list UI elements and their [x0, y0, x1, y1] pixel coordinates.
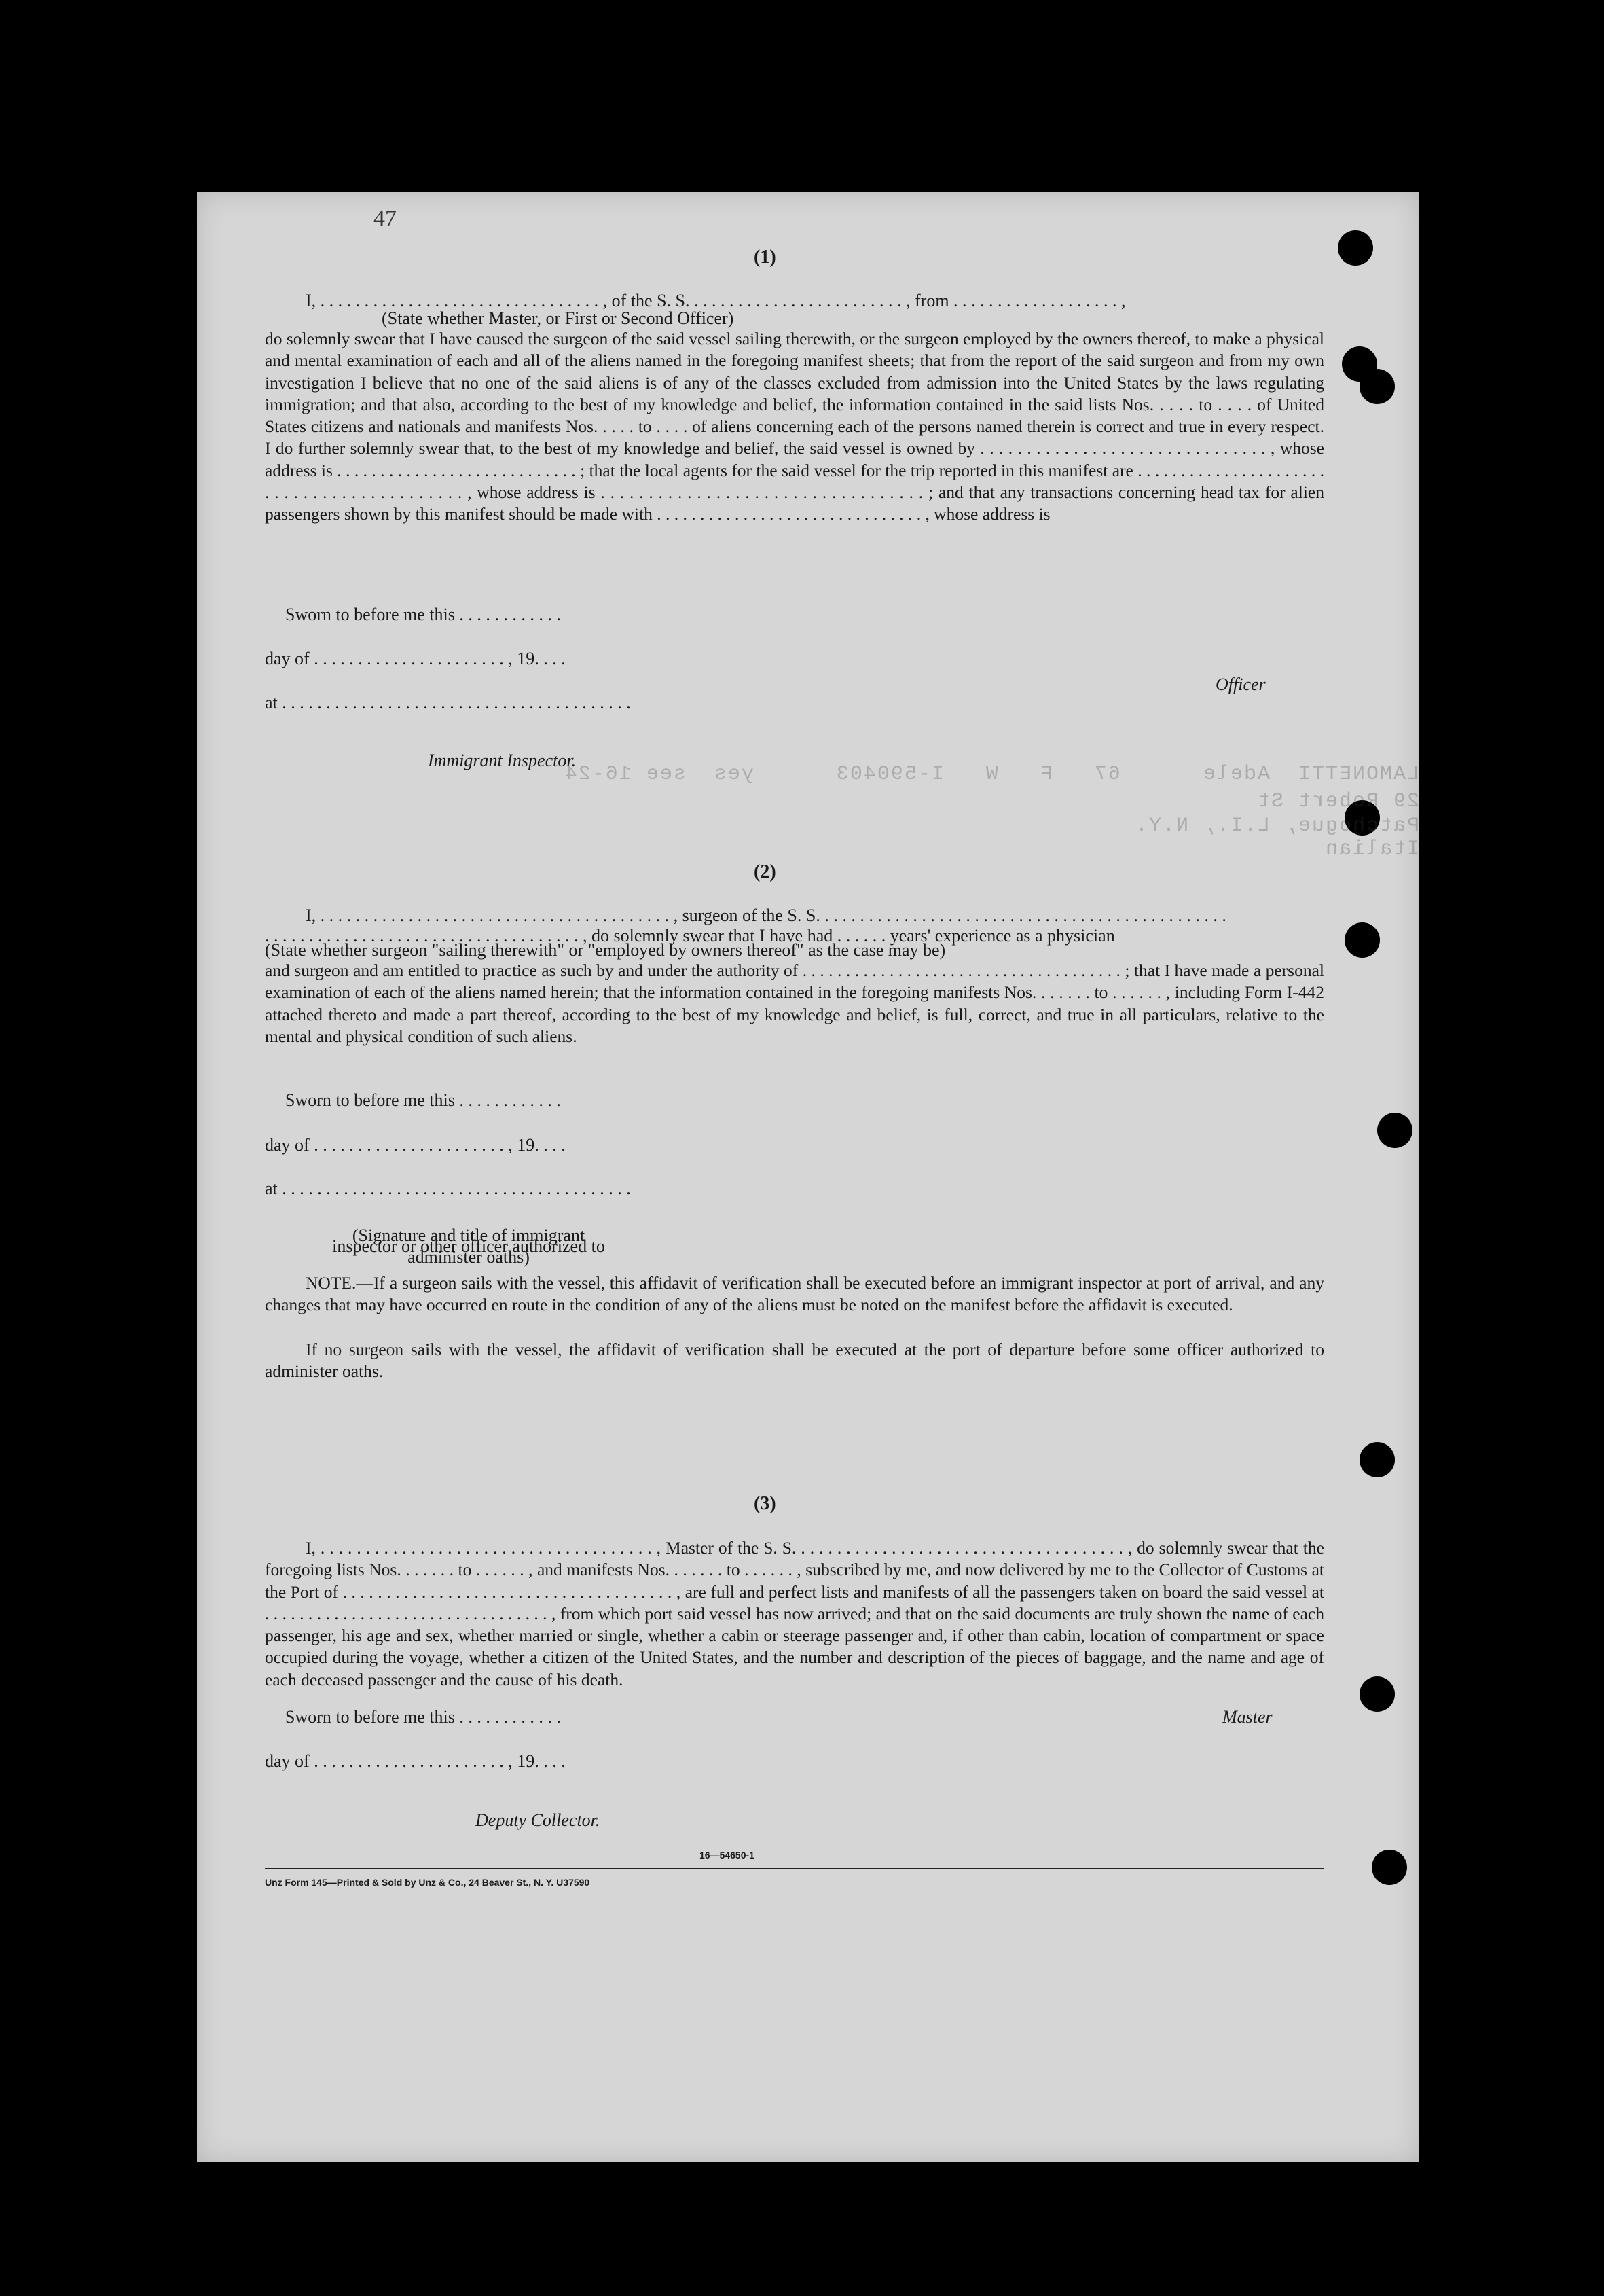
footer-rule — [265, 1868, 1324, 1869]
section-1-officer: Officer — [1216, 675, 1266, 694]
section-1-day: day of . . . . . . . . . . . . . . . . . . . . . . , 19. . . . — [265, 649, 566, 668]
section-3-collector: Deputy Collector. — [475, 1810, 600, 1830]
section-3-body: I, . . . . . . . . . . . . . . . . . . . . . . . . . . . . . . . . . . . . . , Master of the S. S. . . . . . . . . . . . . . . . . . . . . . . . . . . . . . . . . . . . . , do solemnly swear that the foregoing lists Nos. . . . . . . to . . . . . . , and manifests Nos. . . . . . . to . . . . . . , subscribed by me, and now delivered by me to the Collector of Customs at the Port of . . . . . . . . . . . . . . . . . . . . . . . . . . . . . . . . . . . . . . , are full and perfect lists and manifests of all the passengers taken on board the said vessel at . . . . . . . . . . . . . . . . . . . . . . . . . . . . . . . . . , from which port said vessel has now arrived; and that on the said documents are truly shown the name of each passenger, his age and sex, whether married or single, whether a cabin or steerage passenger and, if other than cabin, location of compartment or space occupied during the voyage, whether a citizen of the United States, and the number and description of the pieces of baggage, and the name and age of each deceased passenger and the cause of his death. — [265, 1538, 1324, 1689]
punch-hole — [1372, 1850, 1407, 1885]
section-2-line-2: . . . . . . . . . . . . . . . . . . . . . . . . . . . . . . . . . . . . , do solemnly swear that I have had . . . . . . years' experience as a physician — [265, 926, 1115, 946]
section-3-sworn: Sworn to before me this . . . . . . . . . . . . — [285, 1707, 561, 1727]
section-3-number: (3) — [754, 1493, 776, 1514]
bleed-through-line: Patchogue, L.I., N.Y. — [1133, 814, 1419, 838]
footer-imprint: Unz Form 145—Printed & Sold by Unz & Co., 24 Beaver St., N. Y. U37590 — [265, 1877, 590, 1888]
punch-hole — [1345, 922, 1380, 958]
section-2-day: day of . . . . . . . . . . . . . . . . . . . . . . , 19. . . . — [265, 1135, 566, 1155]
print-code: 16—54650-1 — [699, 1850, 754, 1861]
section-3-day: day of . . . . . . . . . . . . . . . . . . . . . . , 19. . . . — [265, 1751, 566, 1771]
section-1-intro-caption: (State whether Master, or First or Second Officer) — [382, 308, 734, 328]
section-2-body: and surgeon and am entitled to practice as such by and under the authority of . . . . . . . . . . . . . . . . . . . . . . . . . . . . . . . . . . . . . ; that I have made a personal examination of each of the aliens named herein; that the information contained in the foregoing manifests Nos. . . . . . . to . . . . . . , including Form I-442 attached thereto and made a part thereof, according to the best of my knowledge and belief, is full, correct, and true in all particulars, relative to the mental and physical condition of such aliens. — [265, 961, 1324, 1046]
section-1-inspector: Immigrant Inspector. — [428, 751, 577, 770]
punch-hole — [1338, 230, 1373, 266]
section-1-sworn: Sworn to before me this . . . . . . . . . . . . — [285, 605, 561, 624]
section-2-line-1: I, . . . . . . . . . . . . . . . . . . . . . . . . . . . . . . . . . . . . . . . . , surgeon of the S. S. . . . . . . . . . . . . . . . . . . . . . . . . . . . . . . . . . . . . . . . . . . . . . . — [306, 905, 1226, 925]
section-1-intro: I, . . . . . . . . . . . . . . . . . . . . . . . . . . . . . . . . , of the S. S. . . . . . . . . . . . . . . . . . . . . . . . . , from . . . . . . . . . . . . . . . . . . . , — [306, 291, 1126, 310]
section-1-at: at . . . . . . . . . . . . . . . . . . . . . . . . . . . . . . . . . . . . . . . . — [265, 693, 631, 713]
bleed-through-line: LAMONETTI Adele 67 F W I-590403 yes see 16-24 — [563, 763, 1419, 786]
section-1-number: (1) — [754, 247, 776, 268]
section-2-note-2: If no surgeon sails with the vessel, the affidavit of verification shall be executed at the port of departure before some officer authorized to administer oaths. — [265, 1340, 1324, 1382]
section-2-sworn: Sworn to before me this . . . . . . . . . . . . — [285, 1090, 561, 1110]
punch-hole — [1360, 1442, 1395, 1477]
section-3-master: Master — [1222, 1707, 1273, 1727]
section-2-note: NOTE.—If a surgeon sails with the vessel, this affidavit of verification shall be executed before an immigrant inspector at port of arrival, and any changes that may have occurred en route in the condition of any of the aliens must be noted on the manifest before the affidavit is executed. — [265, 1273, 1324, 1315]
bleed-through-line: Italian — [1324, 838, 1419, 861]
punch-hole — [1377, 1113, 1412, 1148]
header-mark: 47 — [373, 206, 397, 231]
section-2-number: (2) — [754, 861, 776, 882]
bleed-through-line: 29 Robert St — [1256, 790, 1419, 813]
section-1-body: do solemnly swear that I have caused the surgeon of the said vessel sailing therewith, or the surgeon employed by the owners thereof, to make a physical and mental examination of each and all of the aliens named in the foregoing manifest sheets; that from the report of the said surgeon and from my own investigation I believe that no one of the said aliens is of any of the classes excluded from admission into the United States by the laws regulating immigration; and that also, according to the best of my knowledge and belief, the information contained in the said lists Nos. . . . . to . . . . of United States citizens and nationals and manifests Nos. . . . . to . . . . of aliens concerning each of the persons named therein is correct and true in every respect. I do further solemnly swear that, to the best of my knowledge and belief, the said vessel is owned by . . . . . . . . . . . . . . . . . . . . . . . . . . . . . . . , whose address is . . . . . . . . . . . . . . . . . . . . . . . . . . . . ; that the local agents for the said vessel for the trip reported in this manifest are . . . . . . . . . . . . . . . . . . . . . . . . . . . . . . . . . . . . . . . . . . . , whose address is . . . . . . . . . . . . . . . . . . . . . . . . . . . . . . . . . . ; and that any transactions concerning head tax for alien passengers shown by this manifest should be made with . . . . . . . . . . . . . . . . . . . . . . . . . . . . . . . , whose address is — [265, 329, 1324, 524]
punch-hole — [1360, 1676, 1395, 1712]
section-2-signature-caption: (Signature and title of immigrant inspector or other officer authorized to administer oaths) — [332, 1225, 605, 1267]
section-2-caption: (State whether surgeon "sailing therewith" or "employed by owners thereof" as the case may be) — [265, 940, 946, 960]
punch-hole — [1360, 369, 1395, 404]
document-page — [197, 192, 1419, 2162]
section-2-at: at . . . . . . . . . . . . . . . . . . . . . . . . . . . . . . . . . . . . . . . . — [265, 1179, 631, 1198]
